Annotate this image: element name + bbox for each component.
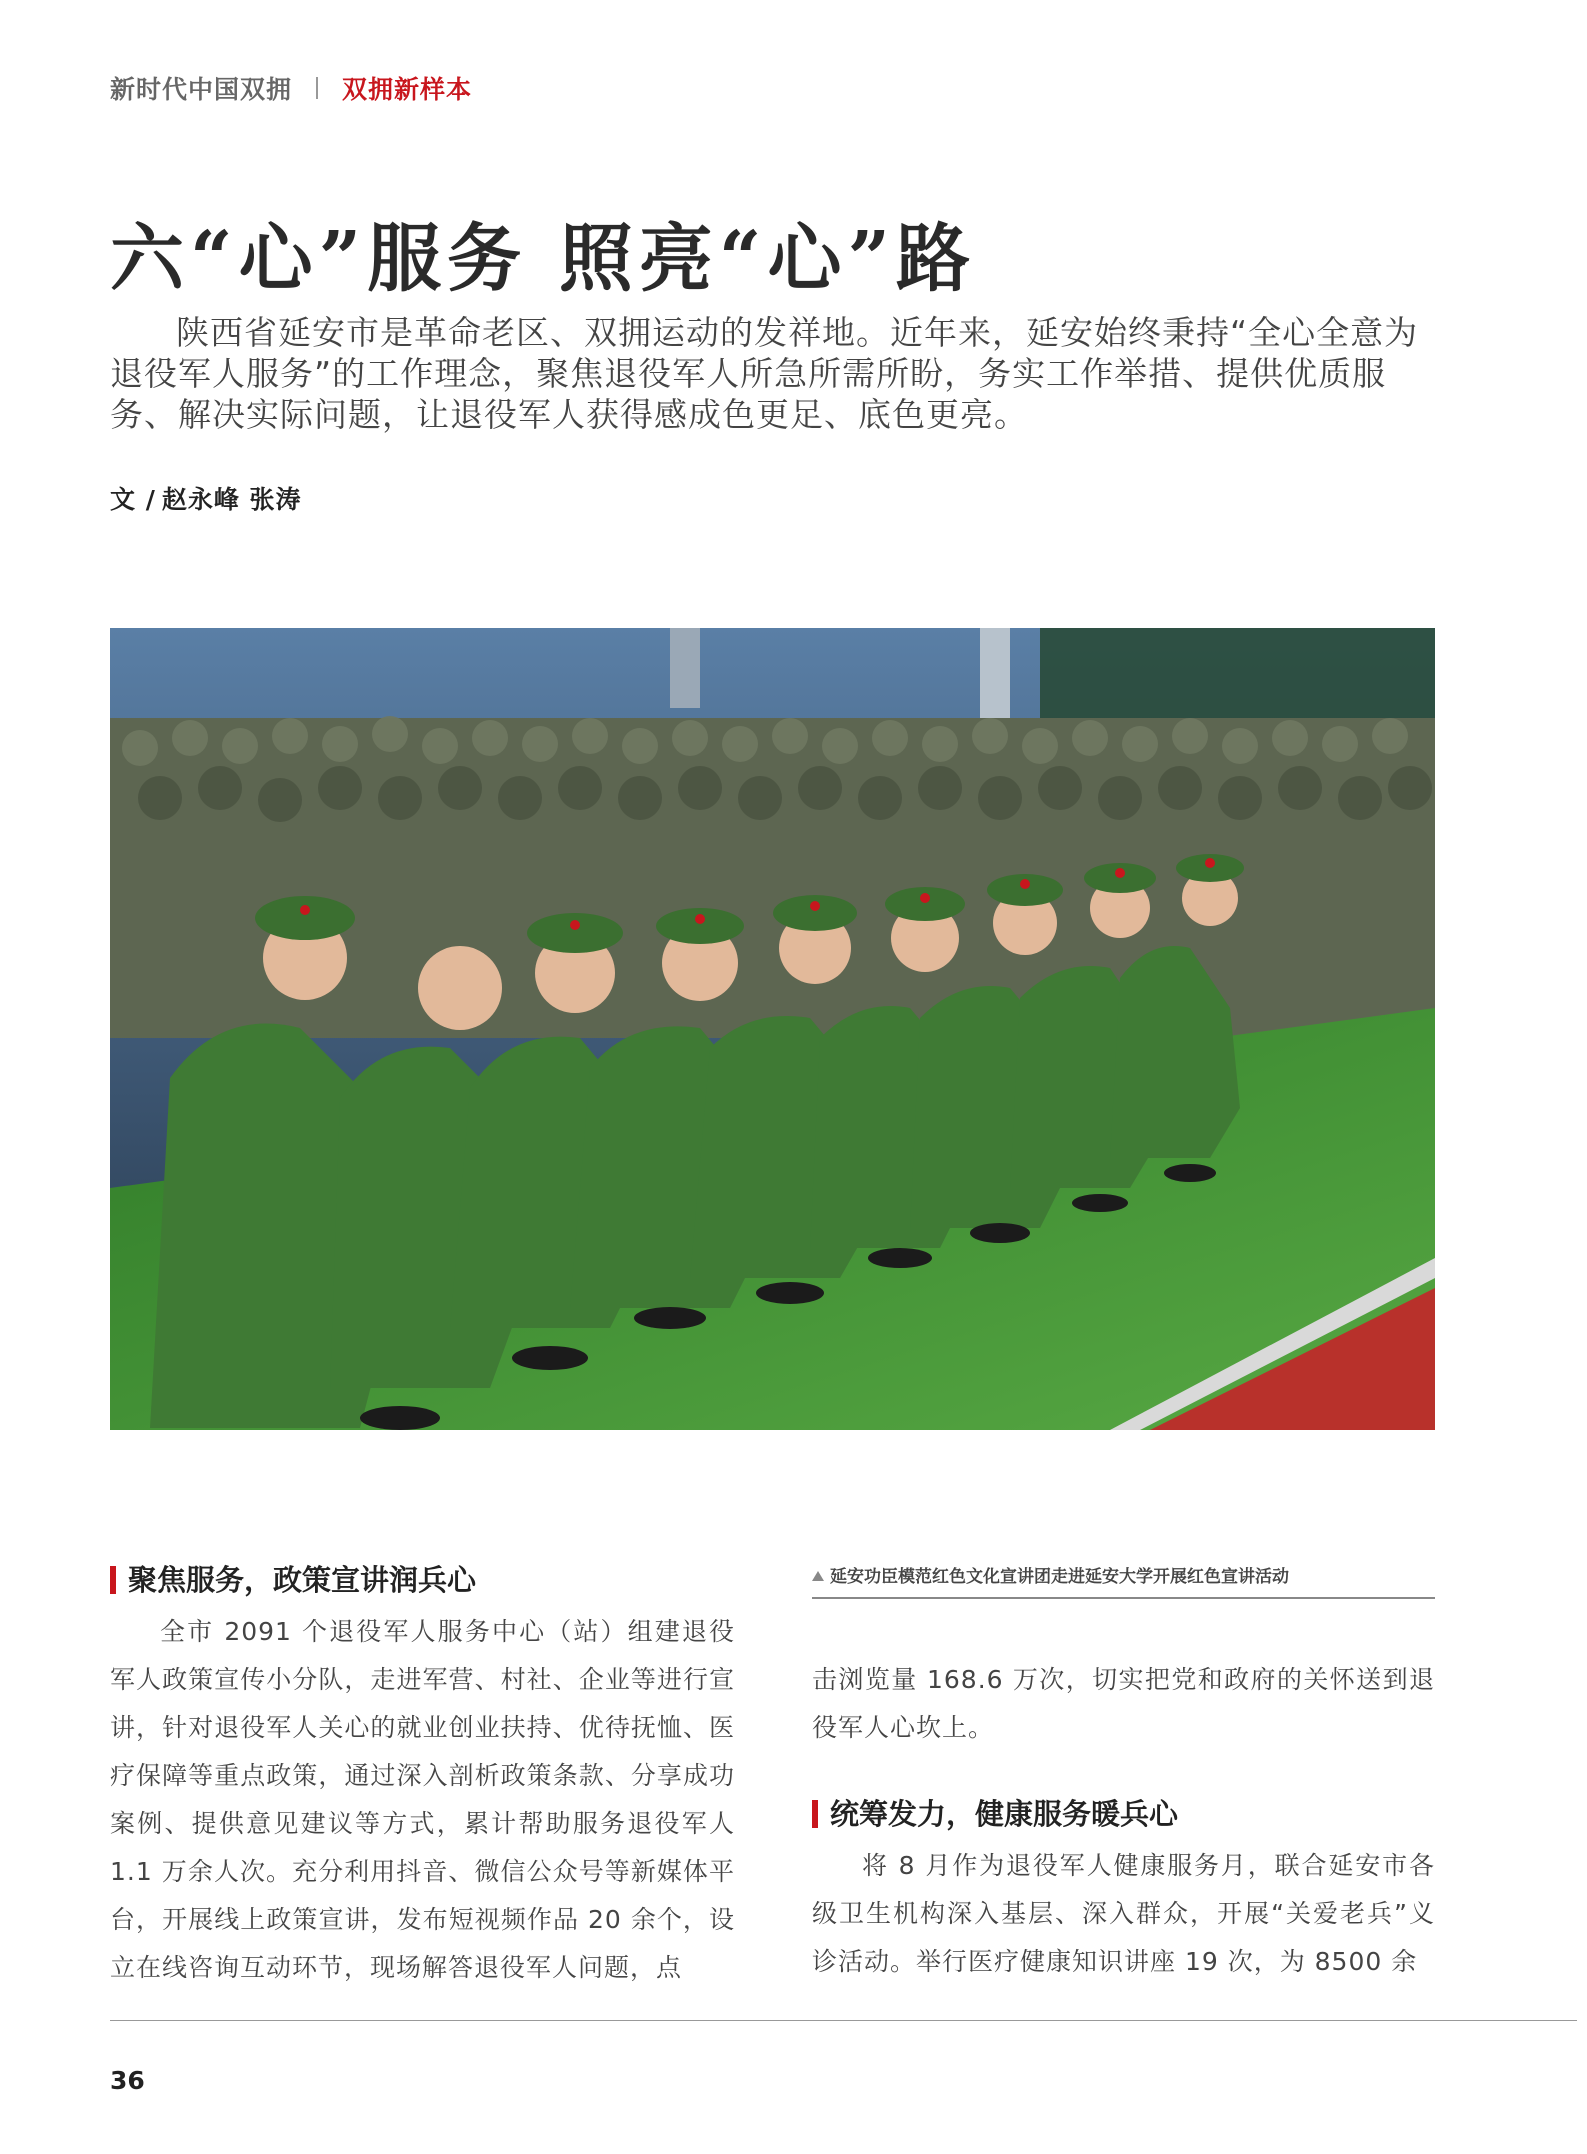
subheading-health: 统筹发力，健康服务暖兵心 (812, 1792, 1435, 1836)
veterans-seated-photo (110, 628, 1435, 1430)
running-head (110, 70, 472, 106)
policy-paragraph-continued: 击浏览量 168.6 万次，切实把党和政府的关怀送到退役军人心坎上。 (812, 1665, 1435, 1742)
section-body-policy-cont (812, 1656, 1435, 1752)
page-number: 36 (110, 2066, 145, 2095)
article-photo (110, 628, 1435, 1430)
column-name: 双拥新样本 (342, 75, 473, 104)
caption-triangle-icon (812, 1571, 824, 1581)
section-name: 新时代中国双拥 (110, 75, 293, 104)
article-lead: 陕西省延安市是革命老区、双拥运动的发祥地。近年来，延安始终秉持“全心全意为退役军人服务”的工作理念，聚焦退役军人所急所需所盼，务实工作举措、提供优质服务、解决实际问题，让退役军人获得感成色更足、底色更亮。 (110, 313, 1419, 434)
policy-paragraph: 全市 2091 个退役军人服务中心（站）组建退役军人政策宣传小分队，走进军营、村社、企业等进行宣讲，针对退役军人关心的就业创业扶持、优待抚恤、医疗保障等重点政策，通过深入剖析政策条款、分享成功案例、提供意见建议等方式，累计帮助服务退役军人 1.1 万余人次。充分利用抖音、微信公众号等新媒体平台，开展线上政策宣讲，发布短视频作品 20 余个，设立在线咨询互动环节，现场解答退役军人问题，点 (110, 1617, 735, 1982)
section-body-health (812, 1842, 1435, 1986)
footer-rule (110, 2020, 1577, 2021)
byline-prefix: 文 / (110, 485, 156, 514)
health-paragraph: 将 8 月作为退役军人健康服务月，联合延安市各级卫生机构深入基层、深入群众，开展“关爱老兵”义诊活动。举行医疗健康知识讲座 19 次，为 8500 余 (812, 1851, 1435, 1976)
photo-caption (812, 1562, 1435, 1599)
subheading-policy: 聚焦服务，政策宣讲润兵心 (110, 1558, 735, 1602)
right-column (812, 1656, 1435, 1986)
byline (110, 480, 308, 516)
article-title: 六“心”服务 照亮“心”路 (110, 216, 977, 302)
caption-text: 延安功臣模范红色文化宣讲团走进延安大学开展红色宣讲活动 (830, 1567, 1289, 1587)
left-column (110, 1558, 735, 1992)
byline-authors: 赵永峰 张涛 (161, 485, 302, 514)
section-body-policy (110, 1608, 735, 1992)
header-divider (316, 77, 318, 99)
